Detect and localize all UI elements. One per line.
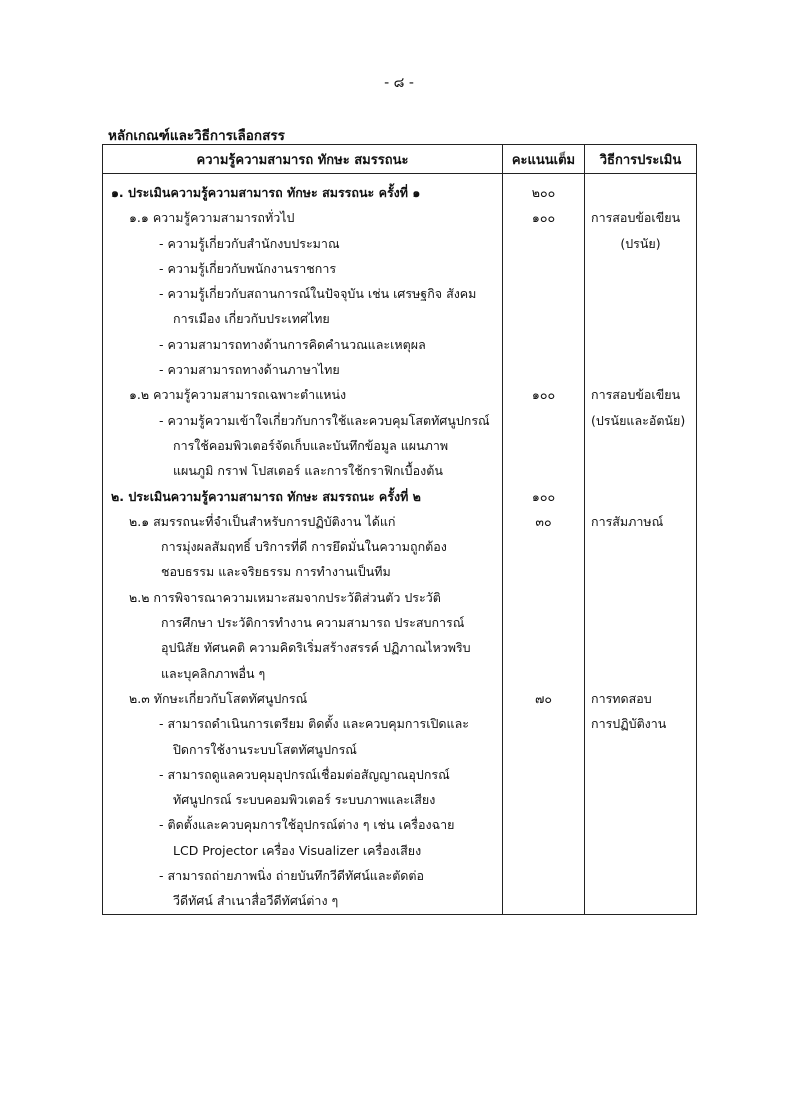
competency-line: ๑.๑ ความรู้ความสามารถทั่วไป [129,210,295,226]
competency-line: - สามารถดำเนินการเตรียม ติดตั้ง และควบคุมการเปิดและ [159,716,469,732]
competency-line: แผนภูมิ กราฟ โปสเตอร์ และการใช้กราฟิกเบื้องต้น [173,463,443,479]
competency-line: - ความสามารถทางด้านการคิดคำนวณและเหตุผล [159,336,426,352]
table-body-row [103,174,697,915]
method-value [585,812,696,837]
score-value [503,762,584,787]
method-value: (ปรนัย) [620,235,661,251]
method-value [585,838,696,863]
method-value [585,281,696,306]
competency-line: - สามารถดูแลควบคุมอุปกรณ์เชื่อมต่อสัญญาณอุปกรณ์ [159,766,450,782]
method-value [585,585,696,610]
competency-line: - ติดตั้งและควบคุมการใช้อุปกรณ์ต่าง ๆ เช่น เครื่องฉาย [159,817,455,833]
method-value: การสอบข้อเขียน [591,387,681,403]
competency-line: การศึกษา ประวัติการทำงาน ความสามารถ ประสบการณ์ [161,615,465,631]
method-value [585,180,696,205]
method-value: การทดสอบ [591,690,652,706]
competency-line: ปิดการใช้งานระบบโสตทัศนูปกรณ์ [173,741,357,757]
score-value [503,306,584,331]
method-value [585,484,696,509]
competency-line: - ความรู้เกี่ยวกับสถานการณ์ในปัจจุบัน เช่น เศรษฐกิจ สังคม [159,286,477,302]
score-value [503,585,584,610]
header-competency: ความรู้ความสามารถ ทักษะ สมรรถนะ [103,145,503,174]
score-value [503,534,584,559]
score-value: ๑๐๐ [531,387,556,403]
competency-line: การใช้คอมพิวเตอร์จัดเก็บและบันทึกข้อมูล แผนภาพ [173,437,449,453]
competency-line: ๑. ประเมินความรู้ความสามารถ ทักษะ สมรรถนะ ครั้งที่ ๑ [111,185,421,200]
score-value [503,256,584,281]
score-value [503,231,584,256]
score-value [503,635,584,660]
method-value [585,306,696,331]
method-value [585,433,696,458]
competency-line: และบุคลิกภาพอื่น ๆ [161,665,266,681]
score-value [503,281,584,306]
section-title: หลักเกณฑ์และวิธีการเลือกสรร [108,128,285,144]
competency-line: - สามารถถ่ายภาพนิ่ง ถ่ายบันทึกวีดีทัศน์และตัดต่อ [159,868,425,884]
method-value: การสอบข้อเขียน [591,210,681,226]
score-value: ๑๐๐ [531,488,556,504]
method-value: การสัมภาษณ์ [591,513,664,529]
header-method: วิธีการประเมิน [585,145,697,174]
competency-line: - ความสามารถทางด้านภาษาไทย [159,362,340,378]
score-value: ๑๐๐ [531,210,556,226]
score-value: ๓๐ [535,513,552,529]
method-value [585,635,696,660]
score-value [503,711,584,736]
competency-line: ๒.๑ สมรรถนะที่จำเป็นสำหรับการปฏิบัติงาน ได้แก่ [129,513,396,529]
score-value [503,888,584,913]
score-value [503,559,584,584]
score-value: ๗๐ [534,690,553,706]
competency-line: การมุ่งผลสัมฤทธิ์ บริการที่ดี การยึดมั่นในความถูกต้อง [161,539,447,555]
score-value [503,737,584,762]
score-value [503,458,584,483]
table-header-row [103,145,697,174]
score-value [503,610,584,635]
competency-line: วีดีทัศน์ สำเนาสื่อวีดีทัศน์ต่าง ๆ [173,893,339,909]
score-value [503,787,584,812]
score-value [503,357,584,382]
competency-line: ชอบธรรม และจริยธรรม การทำงานเป็นทีม [161,564,391,580]
competency-line: ๒.๒ การพิจารณาความเหมาะสมจากประวัติส่วนตัว ประวัติ [129,589,441,605]
method-value [585,737,696,762]
method-value [585,458,696,483]
competency-line: ๒.๓ ทักษะเกี่ยวกับโสตทัศนูปกรณ์ [129,690,308,706]
method-value [585,762,696,787]
score-value [503,661,584,686]
criteria-table [102,144,697,915]
method-value [585,661,696,686]
competency-line: LCD Projector เครื่อง Visualizer เครื่องเสียง [173,842,422,858]
method-value [585,559,696,584]
score-value: ๒๐๐ [531,185,556,200]
method-value [585,357,696,382]
competency-line: อุปนิสัย ทัศนคติ ความคิดริเริ่มสร้างสรรค์ ปฏิภาณไหวพริบ [161,640,471,656]
score-value [503,332,584,357]
method-value: (ปรนัยและอัตนัย) [591,412,686,428]
score-value [503,433,584,458]
method-value [585,256,696,281]
score-value [503,863,584,888]
method-value [585,888,696,913]
competency-line: - ความรู้เกี่ยวกับสำนักงบประมาณ [159,235,340,251]
method-column [585,174,697,915]
competency-column [103,174,503,915]
score-value [503,812,584,837]
page-number: - ๘ - [384,75,414,91]
method-value [585,787,696,812]
competency-line: - ความรู้ความเข้าใจเกี่ยวกับการใช้และควบคุมโสตทัศนูปกรณ์ [159,412,490,428]
competency-line: การเมือง เกี่ยวกับประเทศไทย [173,311,330,327]
method-value [585,534,696,559]
competency-line: - ความรู้เกี่ยวกับพนักงานราชการ [159,260,337,276]
competency-line: ๑.๒ ความรู้ความสามารถเฉพาะตำแหน่ง [129,387,347,403]
method-value: การปฏิบัติงาน [591,716,667,732]
competency-line: ทัศนูปกรณ์ ระบบคอมพิวเตอร์ ระบบภาพและเสียง [173,792,436,808]
method-value [585,332,696,357]
score-value [503,408,584,433]
competency-line: ๒. ประเมินความรู้ความสามารถ ทักษะ สมรรถนะ ครั้งที่ ๒ [111,488,421,504]
method-value [585,610,696,635]
header-full-score: คะแนนเต็ม [503,145,585,174]
score-column [503,174,585,915]
score-value [503,838,584,863]
method-value [585,863,696,888]
